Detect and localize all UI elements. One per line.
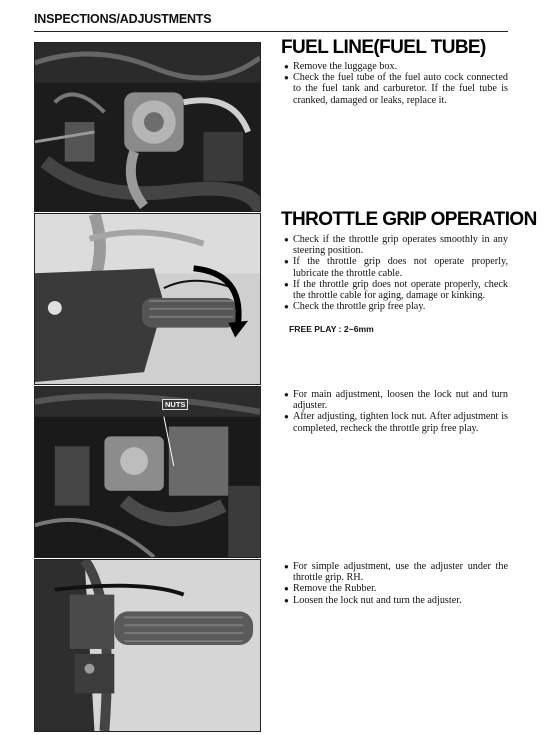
bullet-text: For main adjustment, loosen the lock nut and turn adjuster.: [293, 389, 508, 412]
bullet-icon: ●: [284, 412, 289, 422]
grip-adjuster-photo: [34, 559, 261, 732]
list-item: [284, 411, 508, 433]
list-item: [284, 389, 508, 411]
bullet-text: Loosen the lock nut and turn the adjuster.: [293, 594, 462, 606]
bullet-icon: ●: [284, 584, 289, 594]
list-item: [284, 72, 508, 106]
bullet-icon: ●: [284, 595, 289, 605]
bullet-icon: ●: [284, 62, 289, 71]
main-adjust-bullets: [284, 389, 508, 434]
bullet-text: If the throttle grip does not operate properly, lubricate the throttle cable.: [293, 256, 508, 279]
bullet-text: Remove the Rubber.: [293, 583, 377, 595]
bullet-icon: ●: [284, 235, 289, 244]
bullet-text: Check the fuel tube of the fuel auto cock connected to the fuel tank and carburetor. If the fuel tube is cranked, damaged or leaks, replace it.: [293, 72, 508, 106]
bullet-text: For simple adjustment, use the adjuster under the throttle grip. RH.: [293, 561, 508, 584]
bullet-icon: ●: [284, 390, 289, 399]
bullet-icon: ●: [284, 279, 289, 289]
list-item: [284, 61, 508, 72]
bullet-icon: ●: [284, 73, 289, 83]
throttle-grip-photo: [34, 213, 261, 385]
bullet-text: Check if the throttle grip operates smoothly in any steering position.: [293, 234, 508, 257]
list-item: [284, 583, 508, 594]
bullet-icon: ●: [284, 302, 289, 312]
page-header-title: INSPECTIONS/ADJUSTMENTS: [34, 12, 212, 26]
bullet-text: Remove the luggage box.: [293, 61, 398, 72]
throttle-bullets: [284, 234, 508, 312]
nuts-callout-label: NUTS: [162, 399, 188, 410]
header-rule: [34, 31, 508, 32]
list-item: [284, 595, 508, 606]
carburetor-nuts-photo: [34, 386, 261, 558]
free-play-spec: FREE PLAY : 2~6mm: [289, 324, 374, 334]
bullet-icon: ●: [284, 257, 289, 267]
simple-adjust-bullets: [284, 561, 508, 606]
list-item: [284, 279, 508, 301]
list-item: [284, 234, 508, 256]
fuel-line-bullets: [284, 61, 508, 106]
fuel-line-photo: [34, 42, 261, 212]
bullet-text: Check the throttle grip free play.: [293, 301, 426, 313]
bullet-icon: ●: [284, 562, 289, 571]
bullet-text: After adjusting, tighten lock nut. After adjustment is completed, recheck the throttle grip free play.: [293, 411, 508, 434]
list-item: [284, 561, 508, 583]
fuel-line-heading: FUEL LINE(FUEL TUBE): [281, 37, 486, 58]
bullet-text: If the throttle grip does not operate properly, check the throttle cable for aging, damage or kinking.: [293, 278, 508, 302]
list-item: [284, 301, 508, 312]
list-item: [284, 256, 508, 278]
throttle-heading: THROTTLE GRIP OPERATION: [281, 209, 537, 230]
